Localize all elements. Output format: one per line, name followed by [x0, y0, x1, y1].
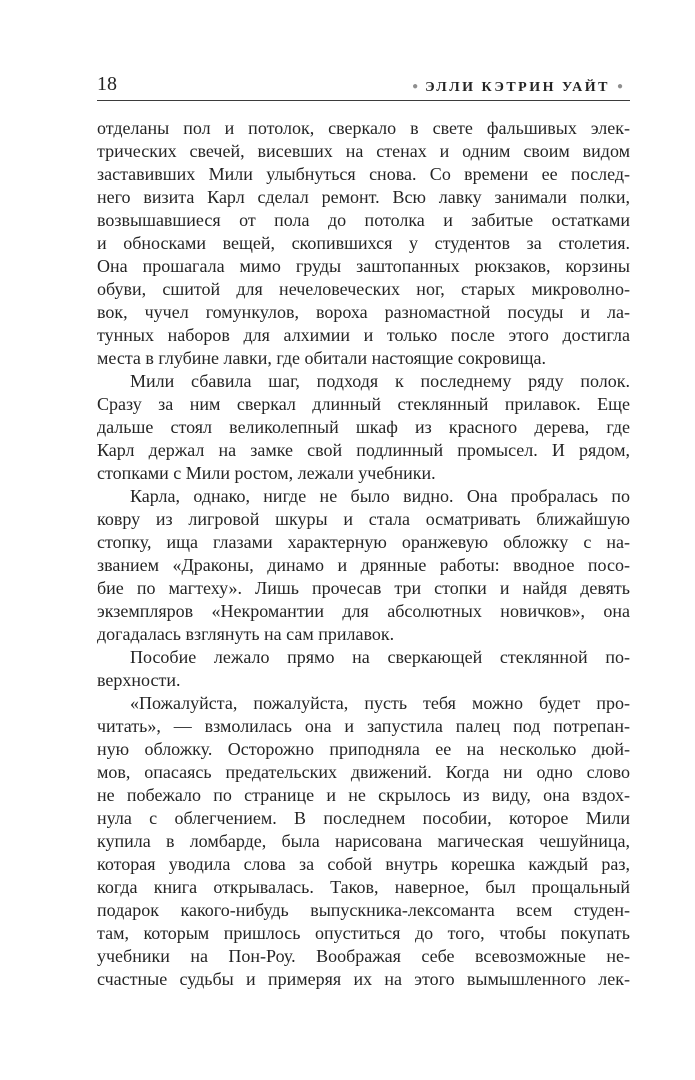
text-line: читать», — взмолилась она и запустила палец под потрепан- — [97, 716, 630, 736]
text-line: заставивших Мили улыбнуться снова. Со времени ее послед- — [97, 164, 630, 184]
text-line: тунных наборов для алхимии и только после этого достигла — [97, 325, 630, 345]
paragraph — [97, 370, 630, 485]
text-line: бие по магтеху». Лишь прочесав три стопки и найдя девять — [97, 578, 630, 598]
text-line: вок, чучел гомункулов, вороха разномастной посуды и ла- — [97, 302, 630, 322]
page-number: 18 — [97, 73, 117, 95]
text-line: «Пожалуйста, пожалуйста, пусть тебя можно будет про- — [130, 693, 630, 713]
text-line: купила в ломбарде, была нарисована магическая чешуйница, — [97, 831, 630, 851]
header-bullet-left-icon: ● — [412, 81, 419, 92]
text-line: стопками с Мили ростом, лежали учебники. — [97, 463, 436, 483]
text-line: трических свечей, висевших на стенах и одним своим видом — [97, 141, 630, 161]
paragraph — [97, 117, 630, 370]
text-line: ную обложку. Осторожно приподняла ее на несколько дюй- — [97, 739, 630, 759]
text-line: дальше стоял великолепный шкаф из красного дерева, где — [97, 417, 630, 437]
text-line: Сразу за ним сверкал длинный стеклянный прилавок. Еще — [97, 394, 630, 414]
text-line: званием «Драконы, динамо и дрянные работы: вводное посо- — [97, 555, 630, 575]
text-line: Мили сбавила шаг, подходя к последнему ряду полок. — [130, 371, 630, 391]
text-line: когда книга открывалась. Таков, наверное, был прощальный — [97, 877, 630, 897]
text-line: которая уводила слова за собой внутрь корешка каждый раз, — [97, 854, 630, 874]
text-line: догадалась взглянуть на сам прилавок. — [97, 624, 395, 644]
text-line: Она прошагала мимо груды заштопанных рюкзаков, корзины — [97, 256, 630, 276]
text-line: Карл держал на замке свой подлинный промысел. И рядом, — [97, 440, 630, 460]
text-line: верхности. — [97, 670, 181, 690]
text-line: мов, опасаясь предательских движений. Когда ни одно слово — [97, 762, 630, 782]
text-line: учебники на Пон-Роу. Воображая себе всевозможные не- — [97, 946, 630, 966]
text-line: там, которым пришлось опуститься до того, чтобы покупать — [97, 923, 630, 943]
text-line: места в глубине лавки, где обитали настоящие сокровища. — [97, 348, 547, 368]
paragraph — [97, 692, 630, 991]
text-line: него визита Карл сделал ремонт. Всю лавку занимали полки, — [97, 187, 630, 207]
paragraph — [97, 485, 630, 646]
paragraph — [97, 646, 630, 692]
text-line: нула с облегчением. В последнем пособии, которое Мили — [97, 808, 630, 828]
text-line: Пособие лежало прямо на сверкающей стеклянной по- — [130, 647, 630, 667]
text-line: и обносками вещей, скопившихся у студентов за столетия. — [97, 233, 630, 253]
text-line: подарок какого-нибудь выпускника-лексоманта всем студен- — [97, 900, 630, 920]
text-line: Карла, однако, нигде не было видно. Она пробралась по — [130, 486, 630, 506]
running-title: ЭЛЛИ КЭТРИН УАЙТ — [425, 80, 610, 95]
text-line: обуви, сшитой для нечеловеческих ног, старых микроволно- — [97, 279, 630, 299]
text-line: экземпляров «Некромантии для абсолютных новичков», она — [97, 601, 630, 621]
body-text — [97, 117, 630, 991]
text-line: отделаны пол и потолок, сверкало в свете фальшивых элек- — [97, 118, 630, 138]
text-line: стопку, ища глазами характерную оранжевую обложку с на- — [97, 532, 630, 552]
text-line: ковру из лигровой шкуры и стала осматривать ближайшую — [97, 509, 630, 529]
header-bullet-right-icon: ● — [616, 81, 623, 92]
running-head — [405, 81, 630, 95]
text-line: не побежало по странице и не скрылось из виду, она вздох- — [97, 785, 630, 805]
text-line: возвышавшиеся от пола до потолка и забитые остатками — [97, 210, 630, 230]
page-header — [97, 74, 630, 101]
text-line: счастные судьбы и примеряя их на этого вымышленного лек- — [97, 969, 630, 989]
